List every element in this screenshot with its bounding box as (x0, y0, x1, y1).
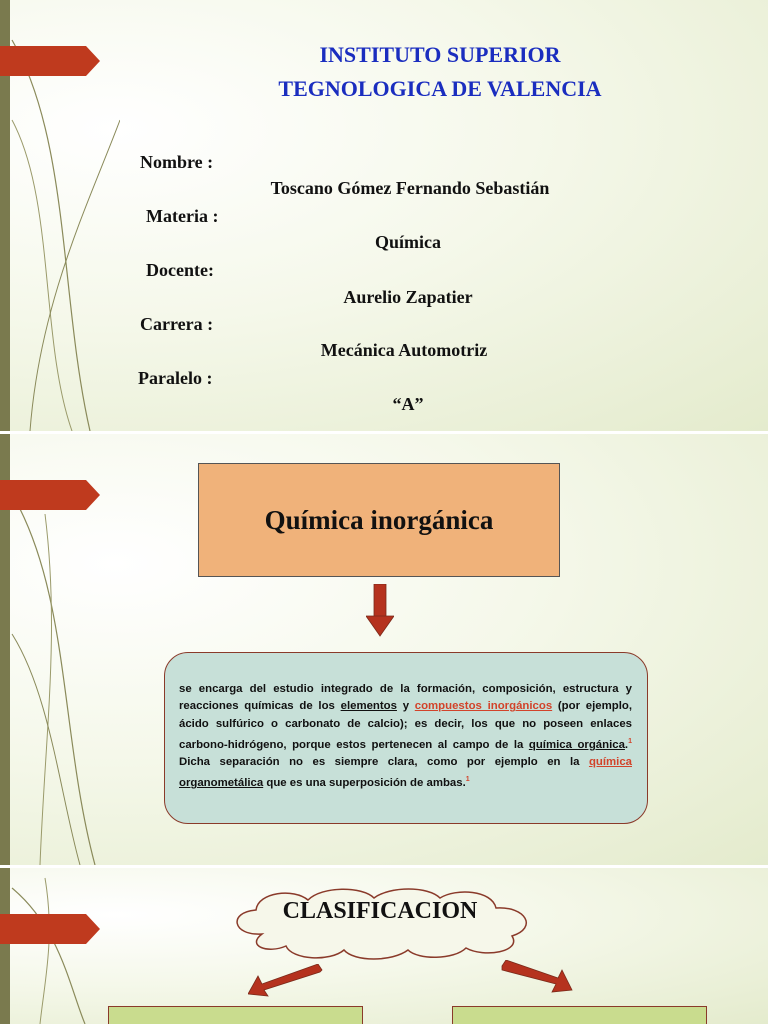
institution-title-line1: INSTITUTO SUPERIOR (319, 42, 561, 67)
link-organometalica[interactable]: organometálica (179, 777, 264, 790)
label-nombre: Nombre : (140, 152, 214, 172)
slide-tab-marker (0, 480, 100, 510)
link-compuestos-inorganicos[interactable]: compuestos inorgánicos (414, 700, 553, 713)
definition-text: se encarga del estudio integrado de la formación, composición, estructura y reacciones químicas de los (179, 683, 632, 713)
label-docente: Docente: (146, 260, 214, 280)
footnote-ref[interactable]: 1 (465, 776, 470, 784)
value-carrera: Mecánica Automotriz (320, 340, 488, 360)
classification-box-left (108, 1006, 363, 1024)
institution-title-line2: TEGNOLOGICA DE VALENCIA (278, 76, 602, 101)
slide-quimica-inorganica (0, 434, 768, 865)
slide-tab-marker (0, 914, 100, 944)
arrow-right-down-icon (500, 960, 574, 994)
decorative-curves (0, 868, 120, 1024)
clasificacion-heading: CLASIFICACION (282, 898, 478, 924)
definition-text: Dicha separación no es siempre clara, como por ejemplo en la (179, 755, 589, 768)
definition-text: (por ejemplo, ácido sulfúrico o carbonato de calcio); es decir, los que no poseen enlaces carbono-hidrógeno, porque estos pertenecen al campo de la (179, 700, 632, 751)
slide-tab-marker (0, 46, 100, 76)
heading-box (198, 463, 560, 577)
footnote-ref[interactable]: 1 (628, 737, 632, 745)
value-materia: Química (375, 232, 441, 252)
down-arrow-icon (366, 584, 394, 638)
definition-box (164, 652, 648, 824)
value-nombre: Toscano Gómez Fernando Sebastián (270, 178, 550, 198)
link-quimica[interactable]: química (588, 755, 632, 768)
label-paralelo: Paralelo : (138, 368, 213, 388)
arrow-left-down-icon (248, 964, 324, 998)
slide-clasificacion (0, 868, 768, 1024)
link-quimica-organica[interactable]: química orgánica (528, 738, 625, 751)
value-paralelo: “A” (392, 394, 424, 414)
definition-text: . (624, 738, 629, 751)
classification-box-right (452, 1006, 707, 1024)
heading-text: Química inorgánica (264, 504, 494, 535)
value-docente: Aurelio Zapatier (343, 287, 473, 307)
definition-text: y (396, 700, 415, 713)
link-elementos[interactable]: elementos (340, 700, 397, 713)
slide-title (0, 0, 768, 431)
definition-text: que es una superposición de ambas. (263, 777, 466, 790)
label-materia: Materia : (146, 206, 219, 226)
label-carrera: Carrera : (140, 314, 214, 334)
